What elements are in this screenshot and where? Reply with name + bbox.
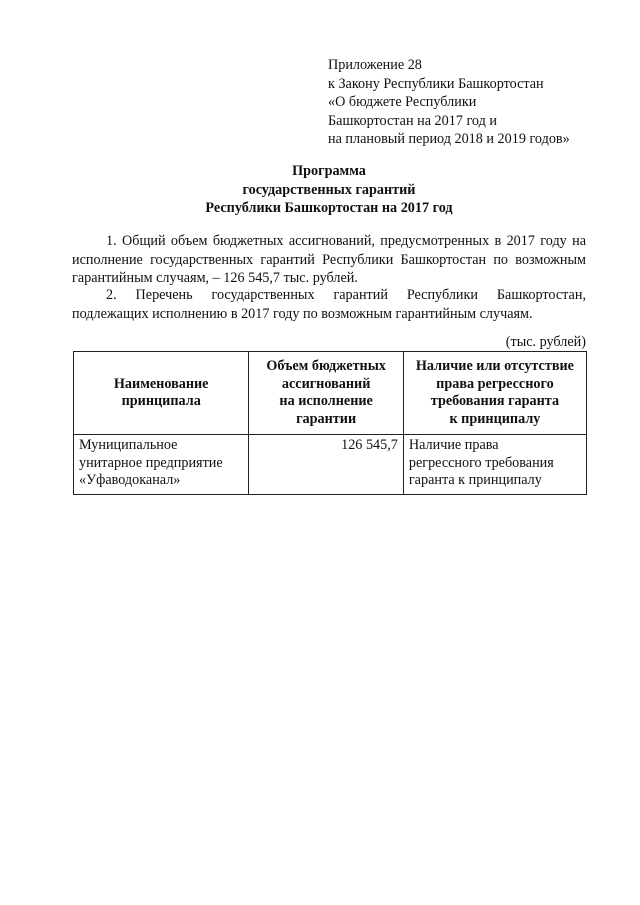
- guarantees-table: [73, 351, 587, 495]
- title-line: Республики Башкортостан на 2017 год: [205, 200, 453, 216]
- title-line: государственных гарантий: [242, 181, 416, 198]
- table-row: [74, 435, 587, 495]
- cell-amount: 126 545,7: [249, 435, 403, 495]
- header-amount: Объем бюджетных ассигнований на исполнение гарантии: [249, 352, 403, 435]
- appendix-line: Приложение 28: [328, 57, 422, 73]
- document-title: [72, 162, 586, 218]
- appendix-line: Башкортостан на 2017 год и: [328, 112, 497, 129]
- title-line: Программа: [292, 163, 366, 179]
- paragraph-2: 2. Перечень государственных гарантий Республики Башкортостан, подлежащих исполнению в 2017 году по возможным гарантийным случаям.: [72, 287, 586, 322]
- appendix-header: [328, 56, 628, 149]
- table-header-row: [74, 352, 587, 435]
- paragraph-1: 1. Общий объем бюджетных ассигнований, предусмотренных в 2017 году на исполнение государственных гарантий Республики Башкортостан по возможным гарантийным случаям, – 126 545,7 тыс. рублей.: [72, 233, 586, 286]
- cell-principal: Муниципальное унитарное предприятие «Уфаводоканал»: [74, 435, 249, 495]
- appendix-line: «О бюджете Республики: [328, 94, 477, 110]
- header-principal: Наименование принципала: [74, 352, 249, 435]
- cell-regress: Наличие права регрессного требования гаранта к принципалу: [403, 435, 586, 495]
- header-regress: Наличие или отсутствие права регрессного требования гаранта к принципалу: [403, 352, 586, 435]
- appendix-line: к Закону Республики Башкортостан: [328, 75, 544, 92]
- unit-note: (тыс. рублей): [505, 334, 586, 350]
- appendix-line: на плановый период 2018 и 2019 годов»: [328, 131, 570, 147]
